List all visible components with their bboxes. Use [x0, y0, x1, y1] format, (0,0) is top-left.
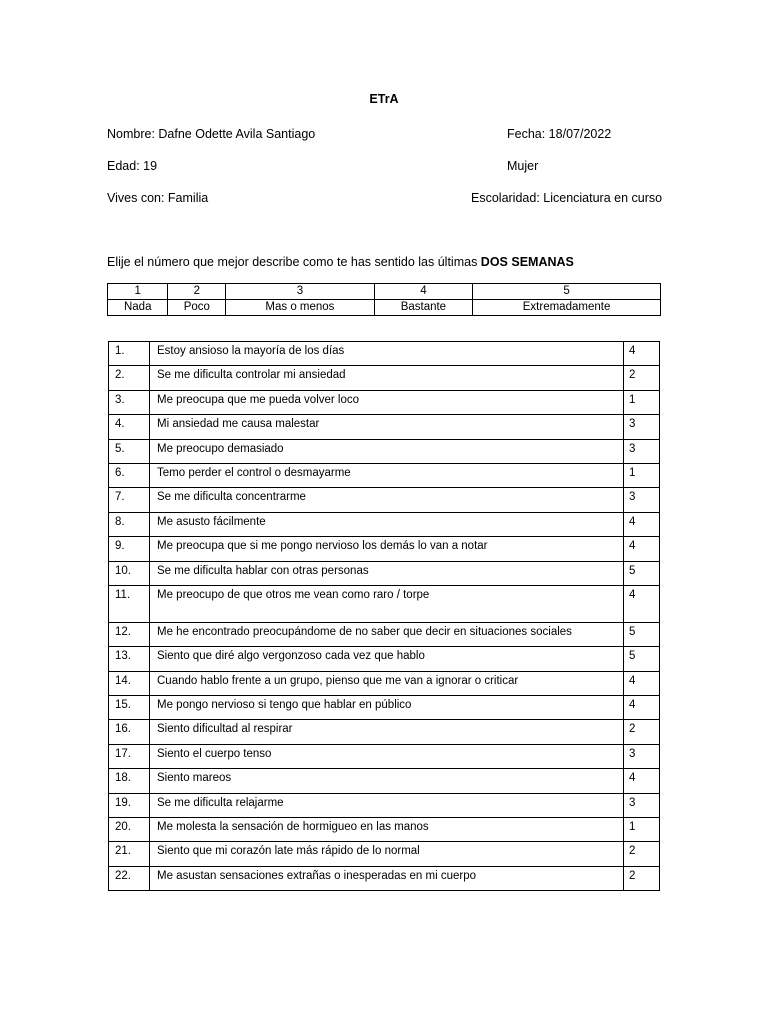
item-text: Siento el cuerpo tenso	[150, 744, 624, 768]
item-text: Me pongo nervioso si tengo que hablar en público	[150, 696, 624, 720]
scale-number: 5	[473, 284, 661, 300]
item-score: 2	[624, 720, 660, 744]
scale-number: 2	[168, 284, 226, 300]
item-number: 9.	[109, 537, 150, 561]
scale-label: Extremadamente	[473, 300, 661, 316]
item-number: 11.	[109, 585, 150, 622]
item-score: 2	[624, 366, 660, 390]
item-score: 4	[624, 671, 660, 695]
item-score: 4	[624, 696, 660, 720]
item-score: 4	[624, 585, 660, 622]
scale-number: 1	[108, 284, 168, 300]
questionnaire-row	[109, 842, 660, 866]
name-field: Nombre: Dafne Odette Avila Santiago	[107, 127, 316, 141]
item-score: 3	[624, 439, 660, 463]
item-number: 19.	[109, 793, 150, 817]
item-score: 2	[624, 842, 660, 866]
instructions-emphasis: DOS SEMANAS	[480, 255, 574, 269]
age-field: Edad: 19	[107, 159, 158, 173]
item-number: 20.	[109, 818, 150, 842]
questionnaire-row	[109, 866, 660, 890]
instructions-text: Elije el número que mejor describe como te has sentido las últimas	[107, 255, 481, 269]
item-number: 21.	[109, 842, 150, 866]
item-score: 2	[624, 866, 660, 890]
item-score: 3	[624, 415, 660, 439]
item-number: 2.	[109, 366, 150, 390]
item-number: 5.	[109, 439, 150, 463]
scale-label: Bastante	[374, 300, 472, 316]
scale-number: 3	[226, 284, 375, 300]
questionnaire-row	[109, 390, 660, 414]
questionnaire-row	[109, 647, 660, 671]
item-text: Me preocupa que si me pongo nervioso los demás lo van a notar	[150, 537, 624, 561]
item-number: 4.	[109, 415, 150, 439]
item-number: 17.	[109, 744, 150, 768]
item-text: Me asusto fácilmente	[150, 512, 624, 536]
item-score: 5	[624, 561, 660, 585]
item-text: Me preocupo de que otros me vean como raro / torpe	[150, 585, 624, 622]
item-number: 6.	[109, 463, 150, 487]
item-text: Siento mareos	[150, 769, 624, 793]
item-text: Siento dificultad al respirar	[150, 720, 624, 744]
item-text: Se me dificulta concentrarme	[150, 488, 624, 512]
item-text: Siento que mi corazón late más rápido de lo normal	[150, 842, 624, 866]
item-score: 4	[624, 537, 660, 561]
questionnaire-row	[109, 585, 660, 622]
item-score: 5	[624, 622, 660, 646]
item-text: Me molesta la sensación de hormigueo en las manos	[150, 818, 624, 842]
scale-number: 4	[374, 284, 472, 300]
scale-labels-row	[108, 300, 661, 316]
questionnaire-row	[109, 415, 660, 439]
questionnaire-row	[109, 696, 660, 720]
item-score: 4	[624, 342, 660, 366]
item-number: 7.	[109, 488, 150, 512]
item-text: Cuando hablo frente a un grupo, pienso que me van a ignorar o criticar	[150, 671, 624, 695]
item-text: Se me dificulta hablar con otras personas	[150, 561, 624, 585]
questionnaire-row	[109, 793, 660, 817]
questionnaire-row	[109, 463, 660, 487]
item-text: Temo perder el control o desmayarme	[150, 463, 624, 487]
item-number: 13.	[109, 647, 150, 671]
questionnaire-row	[109, 671, 660, 695]
item-text: Mi ansiedad me causa malestar	[150, 415, 624, 439]
item-text: Se me dificulta relajarme	[150, 793, 624, 817]
item-number: 3.	[109, 390, 150, 414]
questionnaire-row	[109, 512, 660, 536]
questionnaire-row	[109, 769, 660, 793]
item-number: 1.	[109, 342, 150, 366]
item-score: 4	[624, 512, 660, 536]
item-number: 18.	[109, 769, 150, 793]
sex-field: Mujer	[507, 159, 539, 173]
questionnaire-row	[109, 488, 660, 512]
questionnaire-row	[109, 561, 660, 585]
item-number: 8.	[109, 512, 150, 536]
questionnaire-row	[109, 537, 660, 561]
scale-label: Poco	[168, 300, 226, 316]
item-text: Estoy ansioso la mayoría de los días	[150, 342, 624, 366]
item-number: 12.	[109, 622, 150, 646]
questionnaire-row	[109, 439, 660, 463]
item-score: 5	[624, 647, 660, 671]
questionnaire-row	[109, 818, 660, 842]
item-number: 14.	[109, 671, 150, 695]
questionnaire-row	[109, 720, 660, 744]
item-text: Me preocupo demasiado	[150, 439, 624, 463]
schooling-field: Escolaridad: Licenciatura en curso	[471, 191, 663, 205]
scale-numbers-row	[108, 284, 661, 300]
questionnaire-row	[109, 744, 660, 768]
item-text: Me asustan sensaciones extrañas o inesperadas en mi cuerpo	[150, 866, 624, 890]
item-text: Me preocupa que me pueda volver loco	[150, 390, 624, 414]
questionnaire-row	[109, 342, 660, 366]
item-score: 1	[624, 818, 660, 842]
date-field: Fecha: 18/07/2022	[507, 127, 612, 141]
lives-with-field: Vives con: Familia	[107, 191, 209, 205]
item-score: 1	[624, 390, 660, 414]
item-score: 3	[624, 793, 660, 817]
item-number: 22.	[109, 866, 150, 890]
scale-label: Mas o menos	[226, 300, 375, 316]
item-score: 4	[624, 769, 660, 793]
item-text: Se me dificulta controlar mi ansiedad	[150, 366, 624, 390]
instructions	[107, 255, 574, 269]
questionnaire-row	[109, 622, 660, 646]
item-text: Siento que diré algo vergonzoso cada vez que hablo	[150, 647, 624, 671]
questionnaire-table	[108, 341, 660, 891]
item-number: 15.	[109, 696, 150, 720]
item-number: 10.	[109, 561, 150, 585]
document-title: ETrA	[369, 92, 399, 106]
item-score: 3	[624, 744, 660, 768]
rating-scale-table	[107, 283, 661, 316]
questionnaire-row	[109, 366, 660, 390]
item-score: 1	[624, 463, 660, 487]
item-number: 16.	[109, 720, 150, 744]
questionnaire-body	[109, 342, 660, 891]
scale-label: Nada	[108, 300, 168, 316]
item-text: Me he encontrado preocupándome de no saber que decir en situaciones sociales	[150, 622, 624, 646]
item-score: 3	[624, 488, 660, 512]
